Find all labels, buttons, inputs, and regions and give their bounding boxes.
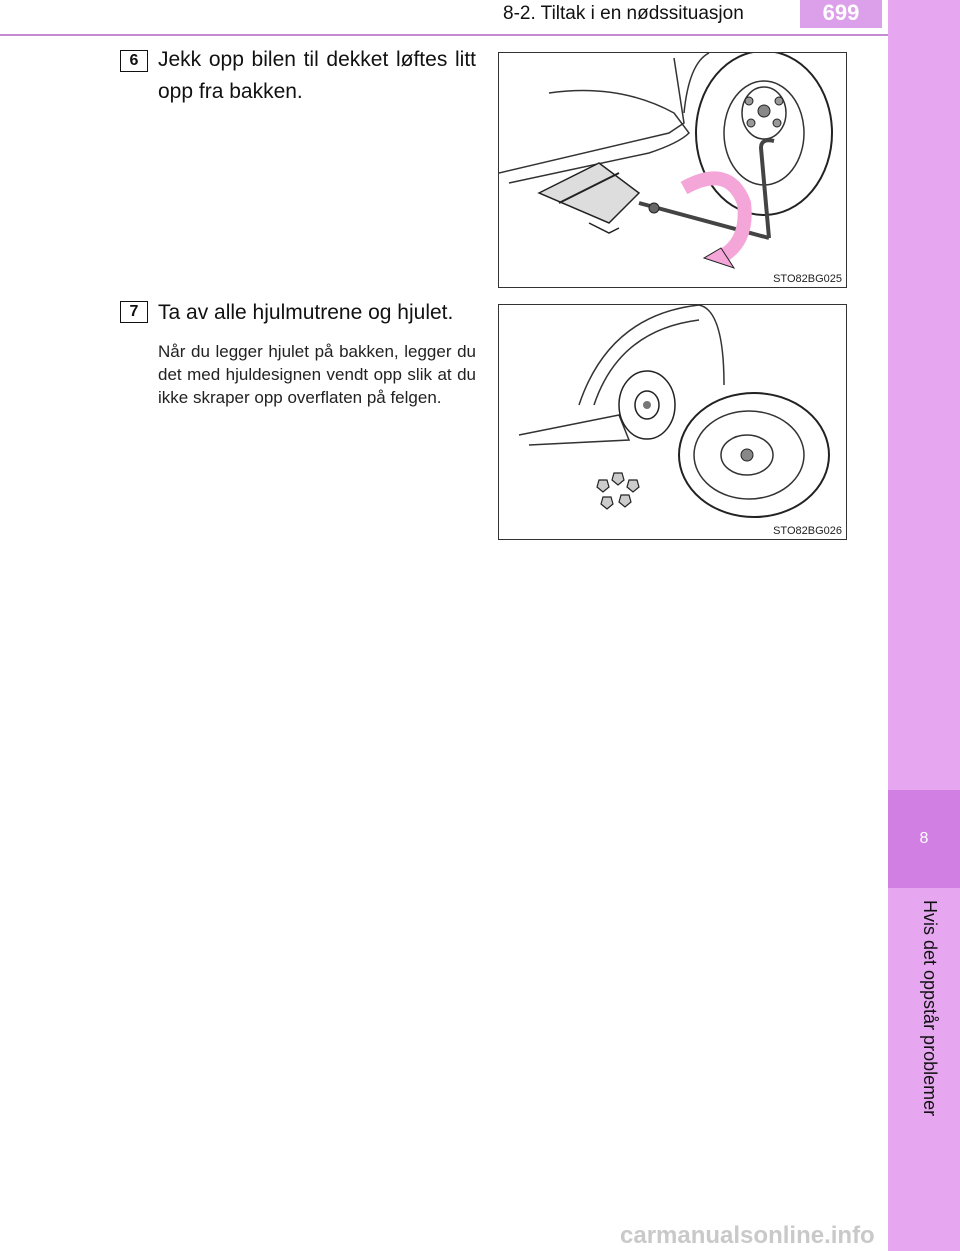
step-text-7: Ta av alle hjulmutrene og hjulet.: [158, 301, 454, 324]
step-note-7: Når du legger hjulet på bakken, legger du det med hjuldesignen vendt opp slik at du ikke skraper opp overflaten på felgen.: [158, 342, 476, 407]
jack-lifting-illustration: [499, 53, 845, 286]
figure-wheel-removal: [498, 304, 847, 540]
chapter-title: Hvis det oppstår problemer: [920, 900, 940, 1117]
section-title: 8-2. Tiltak i en nødssituasjon: [503, 3, 744, 24]
chapter-number: 8: [919, 830, 929, 847]
chapter-number-tab: [888, 790, 960, 888]
watermark: carmanualsonline.info: [620, 1222, 875, 1249]
figure-code: STO82BG025: [773, 273, 842, 285]
step-number-6: 6: [120, 50, 148, 72]
figure-jack-lifting: [498, 52, 847, 288]
step-text-6: Jekk opp bilen til dekket løftes litt opp fra bakken.: [158, 48, 476, 103]
header-divider: [0, 34, 888, 36]
wheel-removal-illustration: [499, 305, 845, 538]
figure-code: STO82BG026: [773, 525, 842, 537]
step-number-7: 7: [120, 301, 148, 323]
page-number: 699: [800, 0, 882, 28]
